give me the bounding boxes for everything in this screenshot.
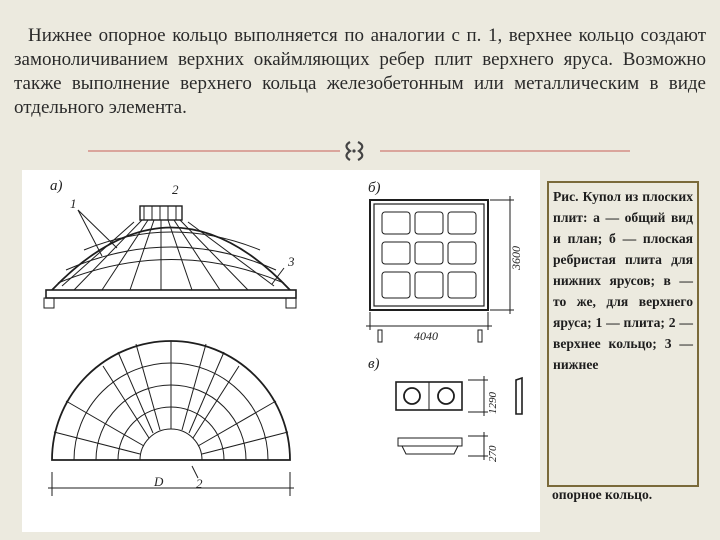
- figure-caption: Рис. Купол из плоских плит: а — общий вид и план; б — плоская ребристая плита для нижних ярусов; в — то же, для верхнего яруса; 1 — плита; 2 — верхнее кольцо; 3 — нижнее: [547, 181, 699, 487]
- figure-caption-tail: опорное кольцо.: [552, 487, 653, 502]
- label-2: 2: [172, 182, 179, 197]
- label-3600: 3600: [509, 246, 523, 270]
- label-4040: 4040: [414, 329, 438, 343]
- label-270: 270: [487, 445, 499, 462]
- label-a: а): [50, 178, 63, 194]
- figure-dome-drawing: [22, 170, 540, 532]
- bullet-ornament-icon: [347, 142, 363, 160]
- intro-paragraph: Нижнее опорное кольцо выполняется по аналогии с п. 1, верхнее кольцо создают замоноличиванием верхних окаймляющих ребер плит верхнего яруса. Возможно также выполнение верхнего кольца железобетонным или металлическим в виде отдельного элемента.: [14, 25, 706, 118]
- label-1: 1: [70, 196, 77, 211]
- label-3: 3: [288, 254, 295, 269]
- label-1290: 1290: [487, 392, 499, 414]
- dome-diagram: [22, 170, 540, 532]
- label-d: D: [154, 474, 164, 489]
- label-c: в): [368, 356, 380, 372]
- divider: [0, 136, 720, 166]
- label-b: б): [368, 180, 381, 196]
- label-2-plan: 2: [196, 476, 203, 491]
